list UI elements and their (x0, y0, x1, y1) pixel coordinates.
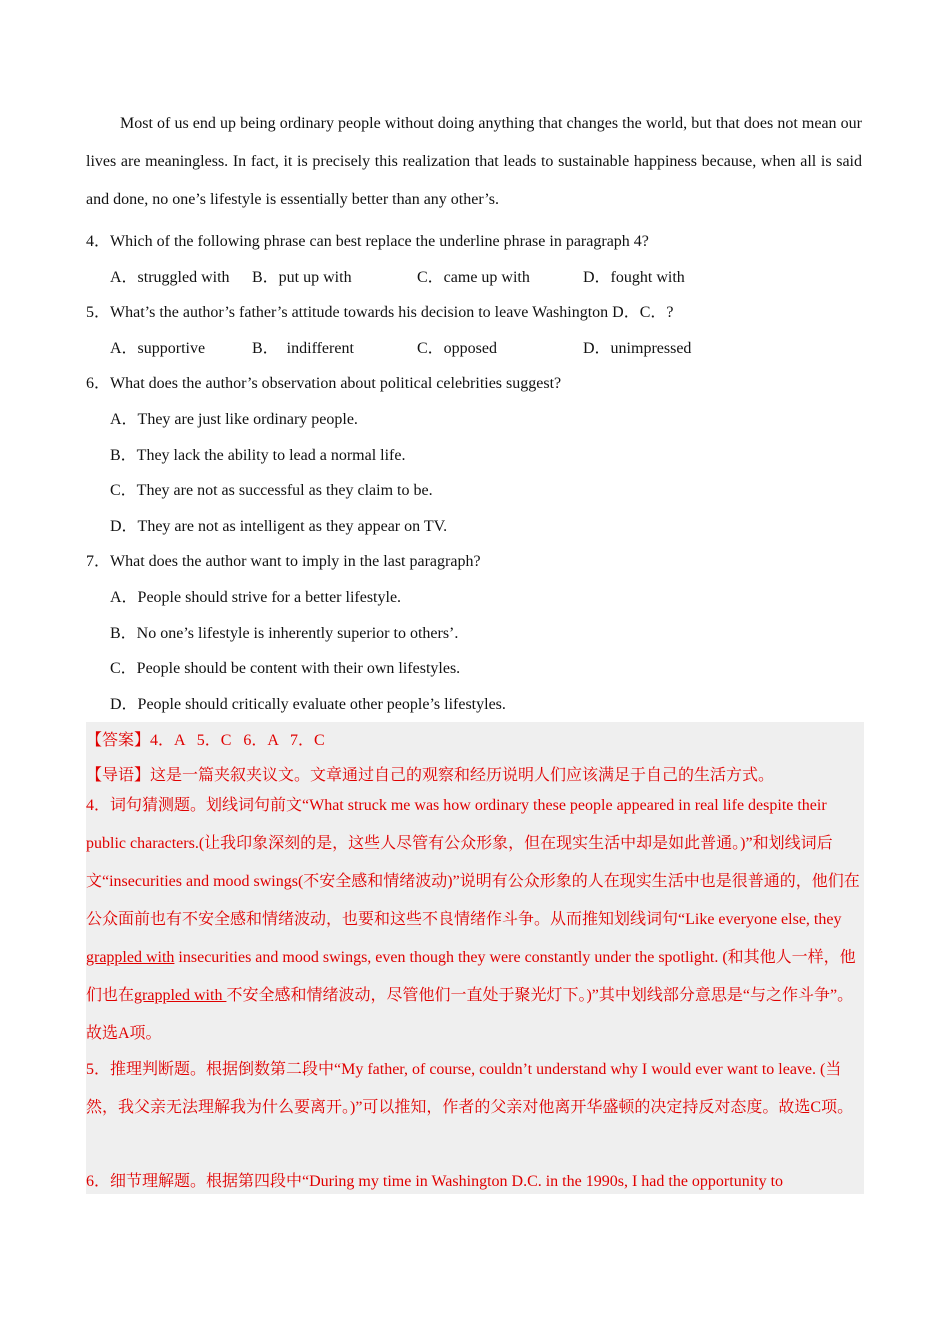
question-4-option-b: B．put up with (252, 269, 352, 286)
question-7-option-b: B．No one’s lifestyle is inherently superior to others’. (110, 625, 459, 642)
question-6-option-b: B．They lack the ability to lead a normal life. (110, 447, 406, 464)
explanation-q4-part2: insecurities and mood swings, even though they were constantly under the spotlight. (和其他人一样，他们也在 (86, 949, 856, 1004)
explanation-q4 (86, 787, 862, 1053)
question-7-option-d: D．People should critically evaluate other people’s lifestyles. (110, 696, 506, 713)
intro-text: 这是一篇夹叙夹议文。文章通过自己的观察和经历说明人们应该满足于自己的生活方式。 (150, 767, 775, 784)
question-6-option-a: A．They are just like ordinary people. (110, 411, 358, 428)
answer-line (86, 727, 862, 750)
question-6-option-d: D．They are not as intelligent as they appear on TV. (110, 518, 448, 535)
answer-text: 4．A 5．C 6．A 7．C (150, 732, 325, 749)
answer-label: 【答案】 (86, 732, 151, 749)
explanation-q4-part1: 4．词句猜测题。划线词句前文“What struck me was how ordinary these people appeared in real life despite their public characters.(让我印象深刻的是，这些人尽管有公众形象，但在现实生活中却是如此普通。)”和划线词后文“insecurities and mood swings(不安全感和情绪波动)”说明有公众形象的人在现实生活中也是很普通的，他们在公众面前也有不安全感和情绪波动，也要和这些不良情绪作斗争。从而推知划线词句“Like everyone else, they (86, 797, 860, 928)
question-4-option-c: C．came up with (417, 269, 530, 286)
explanation-q6: 6．细节理解题。根据第四段中“During my time in Washington D.C. in the 1990s, I had the opportunity to (86, 1173, 784, 1190)
question-7-option-c: C．People should be content with their own lifestyles. (110, 660, 461, 677)
intro-line (86, 762, 862, 785)
explanation-q5: 5．推理判断题。根据倒数第二段中“My father, of course, couldn’t understand why I would ever want to leave. (当然，我父亲无法理解我为什么要离开。)”可以推知，作者的父亲对他离开华盛顿的决定持反对态度。故选C项。 (86, 1061, 854, 1116)
question-6-option-c: C．They are not as successful as they claim to be. (110, 482, 433, 499)
explanation-q4-part3: 不安全感和情绪波动，尽管他们一直处于聚光灯下。)”其中划线部分意思是“与之作斗争”。故选A项。 (86, 987, 854, 1042)
question-5-option-a: A．supportive (110, 340, 206, 357)
underlined-phrase-1: grappled with (86, 949, 175, 966)
question-5-option-d: D．unimpressed (583, 340, 692, 357)
question-6-stem: 6．What does the author’s observation about political celebrities suggest? (86, 375, 562, 392)
question-7-option-a: A．People should strive for a better lifestyle. (110, 589, 402, 606)
passage-paragraph: Most of us end up being ordinary people without doing anything that changes the world, but that does not mean our lives are meaningless. In fact, it is precisely this realization that leads to sustainable happiness because, when all is said and done, no one’s lifestyle is essentially better than any other’s. (86, 115, 862, 208)
question-5-stem: 5．What’s the author’s father’s attitude towards his decision to leave Washington D．C．? (86, 304, 674, 321)
underlined-phrase-2: grappled with (134, 987, 227, 1004)
question-7-stem: 7．What does the author want to imply in the last paragraph? (86, 553, 481, 570)
question-4-option-d: D．fought with (583, 269, 685, 286)
question-4-stem: 4．Which of the following phrase can best replace the underline phrase in paragraph 4? (86, 233, 649, 250)
question-5-option-c: C．opposed (417, 340, 498, 357)
intro-label: 【导语】 (86, 767, 151, 784)
question-4-option-a: A．struggled with (110, 269, 230, 286)
question-5-option-b: B． indifferent (252, 340, 354, 357)
